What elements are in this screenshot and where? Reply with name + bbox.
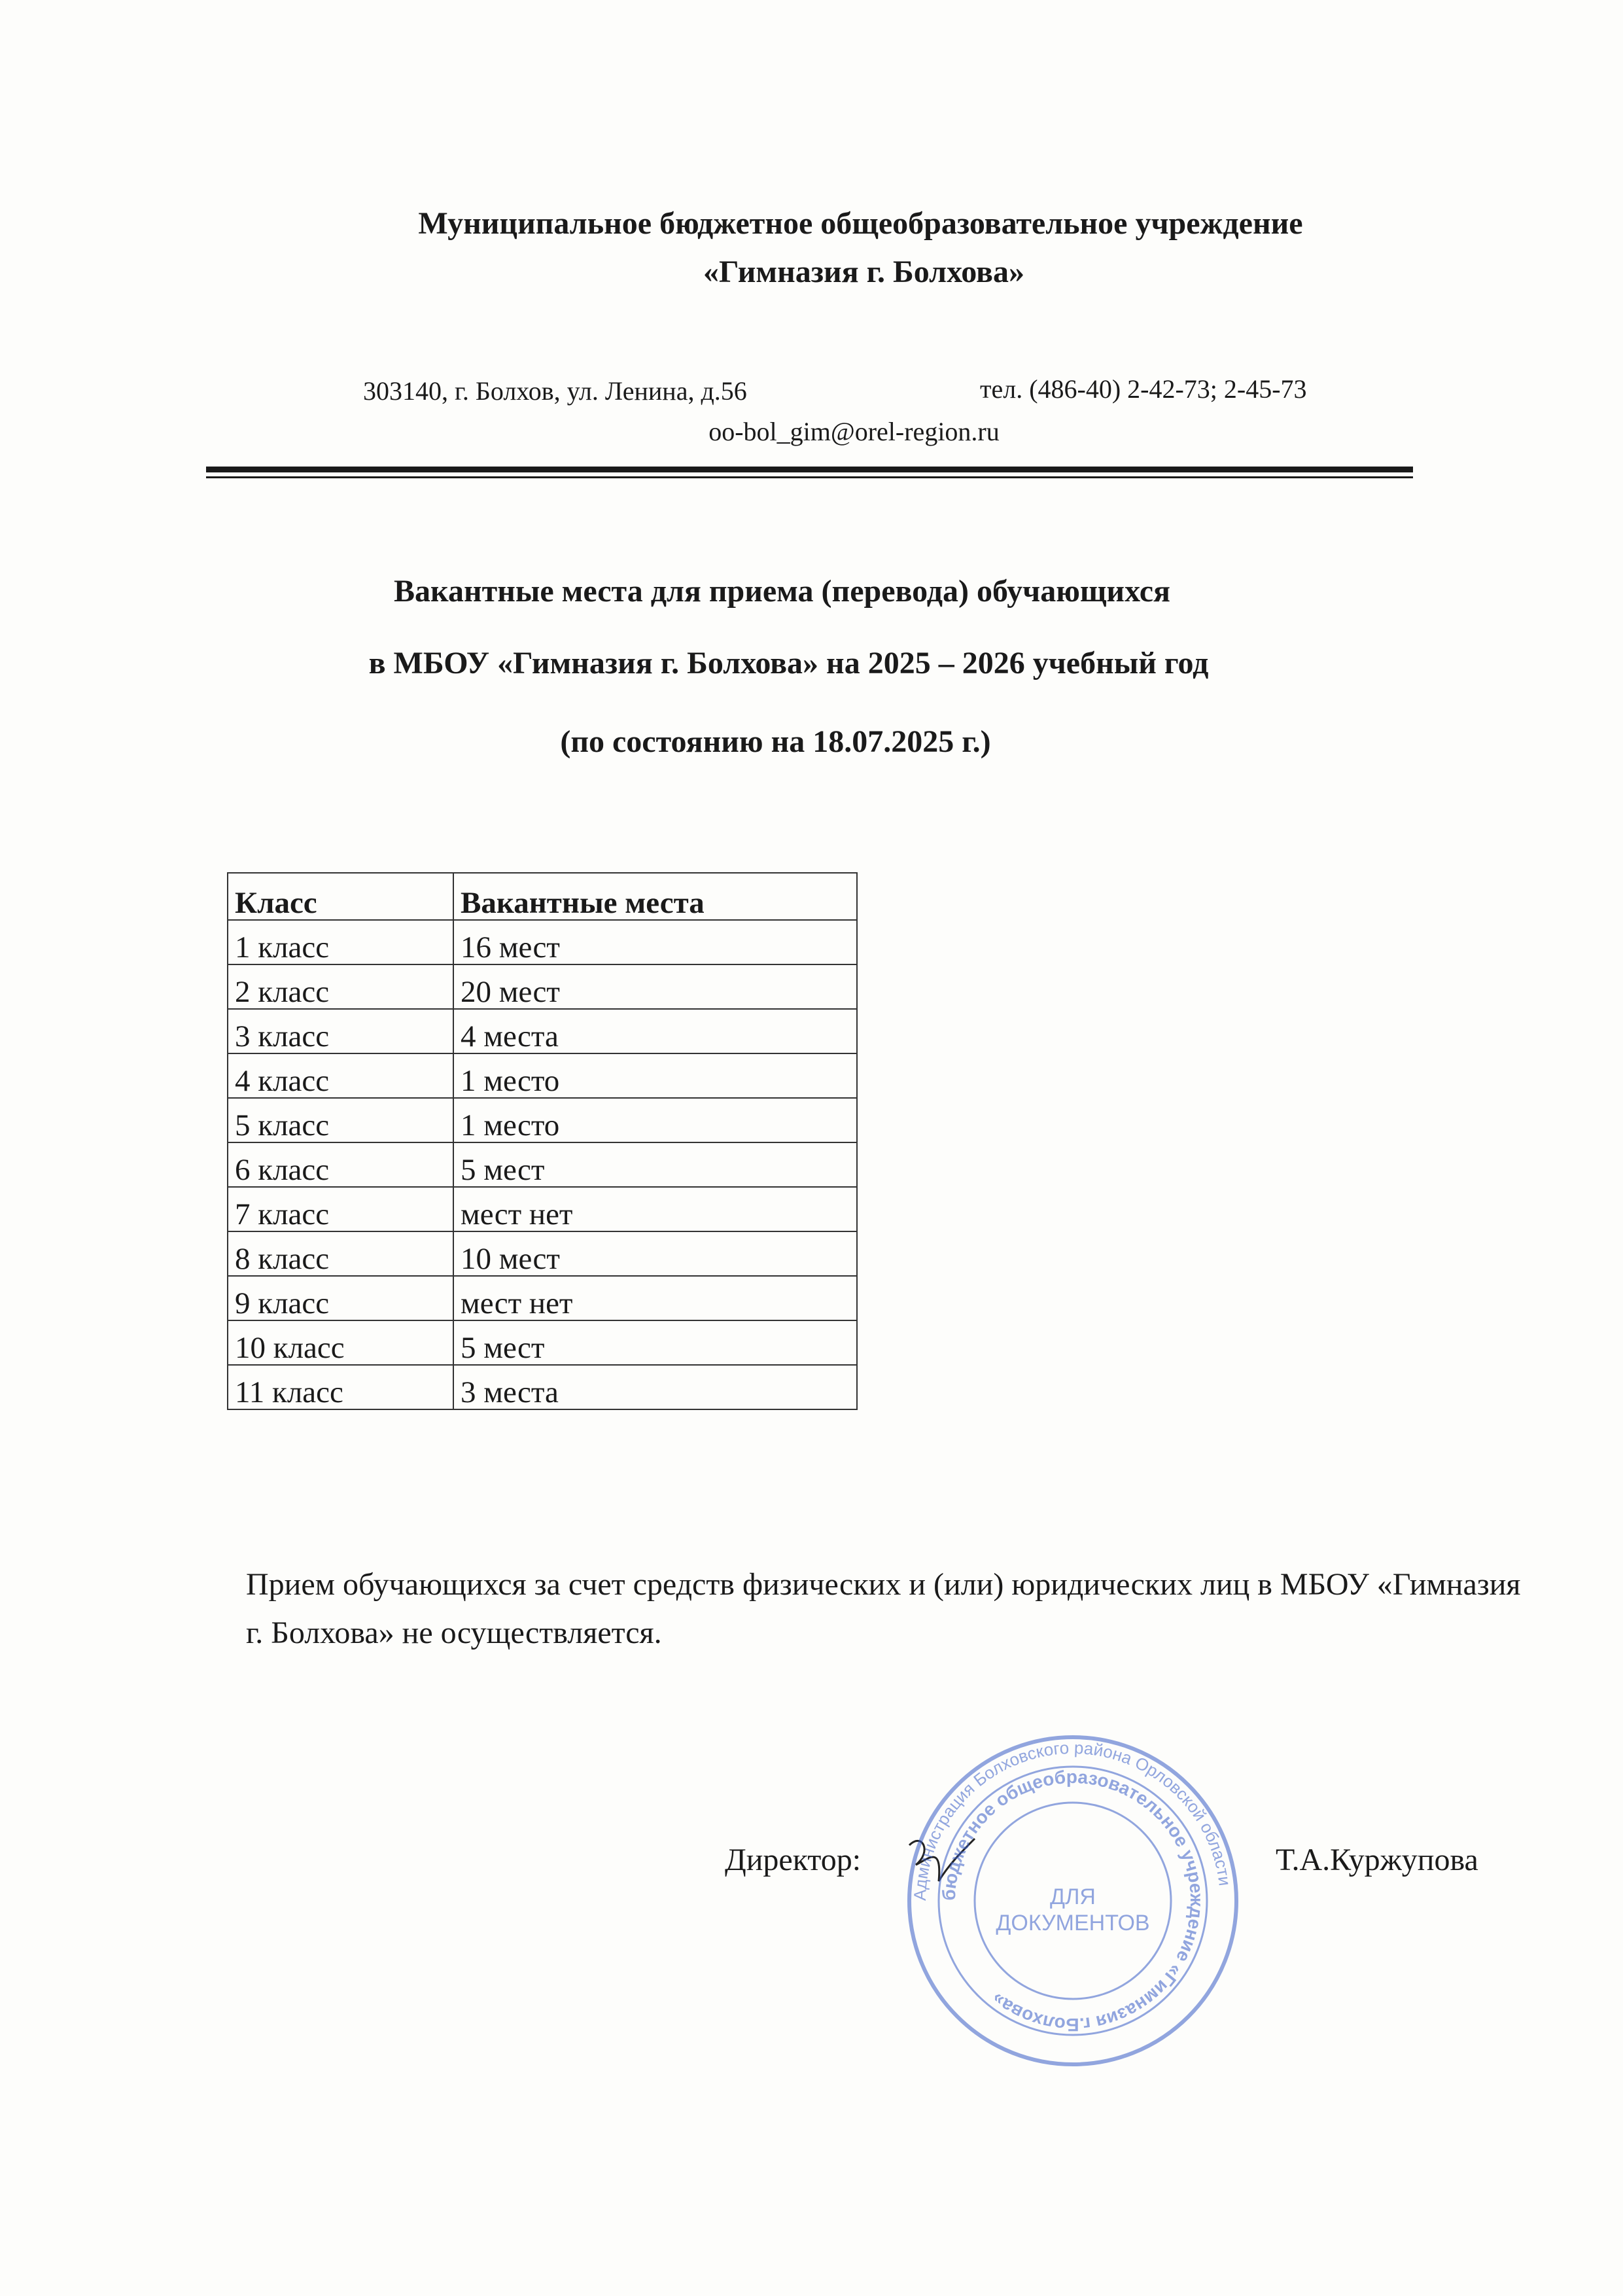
cell-class: 10 класс (228, 1320, 453, 1365)
cell-class: 11 класс (228, 1365, 453, 1409)
table-row (228, 1187, 857, 1231)
cell-class: 1 класс (228, 920, 453, 964)
cell-vacancies: 20 мест (453, 964, 857, 1009)
org-name-line2: «Гимназия г. Болхова» (703, 255, 1024, 289)
cell-class: 3 класс (228, 1009, 453, 1053)
phone: тел. (486-40) 2-42-73; 2-45-73 (980, 374, 1307, 404)
cell-vacancies: мест нет (453, 1187, 857, 1231)
table-row (228, 1009, 857, 1053)
cell-vacancies: 5 мест (453, 1320, 857, 1365)
cell-vacancies: 5 мест (453, 1142, 857, 1187)
title-line3: (по состоянию на 18.07.2025 г.) (560, 724, 991, 759)
vacancy-table (227, 872, 858, 1410)
header-rule-thin (206, 476, 1413, 478)
cell-vacancies: 1 место (453, 1053, 857, 1098)
table-header-row (228, 873, 857, 920)
cell-class: 4 класс (228, 1053, 453, 1098)
table-row (228, 1320, 857, 1365)
table-row (228, 1231, 857, 1276)
address: 303140, г. Болхов, ул. Ленина, д.56 (363, 376, 747, 406)
cell-class: 6 класс (228, 1142, 453, 1187)
stamp-center-line1: ДЛЯ (1050, 1884, 1096, 1909)
cell-class: 8 класс (228, 1231, 453, 1276)
stamp-middle-text: бюджетное общеобразовательное учреждение «Гимназия г.Болхова» (938, 1766, 1208, 2036)
cell-class: 5 класс (228, 1098, 453, 1142)
cell-vacancies: 1 место (453, 1098, 857, 1142)
cell-class: 2 класс (228, 964, 453, 1009)
table-row (228, 920, 857, 964)
table-row (228, 1276, 857, 1320)
stamp-center-line2: ДОКУМЕНТОВ (996, 1911, 1150, 1935)
cell-class: 9 класс (228, 1276, 453, 1320)
cell-vacancies: 3 места (453, 1365, 857, 1409)
header-rule-thick (206, 467, 1413, 472)
header-class: Класс (228, 873, 453, 920)
table-row (228, 1142, 857, 1187)
table-row (228, 1365, 857, 1409)
cell-vacancies: 10 мест (453, 1231, 857, 1276)
cell-vacancies: 4 места (453, 1009, 857, 1053)
official-stamp (906, 1734, 1240, 2068)
table-row (228, 1098, 857, 1142)
stamp-outer-text: Администрация Болховского района Орловской области (909, 1737, 1235, 1901)
table-row (228, 1053, 857, 1098)
title-line2: в МБОУ «Гимназия г. Болхова» на 2025 – 2026 учебный год (368, 646, 1209, 680)
cell-class: 7 класс (228, 1187, 453, 1231)
email: oo-bol_gim@orel-region.ru (708, 417, 1000, 446)
title-line1: Вакантные места для приема (перевода) обучающихся (394, 574, 1170, 609)
table-row (228, 964, 857, 1009)
org-name-line1: Муниципальное бюджетное общеобразовательное учреждение (418, 206, 1303, 241)
header-vacancies: Вакантные места (453, 873, 857, 920)
admission-note: Прием обучающихся за счет средств физических и (или) юридических лиц в МБОУ «Гимназия г. Болхова» не осуществляется. (246, 1567, 1521, 1651)
director-label: Директор: (725, 1843, 862, 1877)
cell-vacancies: мест нет (453, 1276, 857, 1320)
director-name: Т.А.Куржупова (1276, 1843, 1478, 1877)
cell-vacancies: 16 мест (453, 920, 857, 964)
